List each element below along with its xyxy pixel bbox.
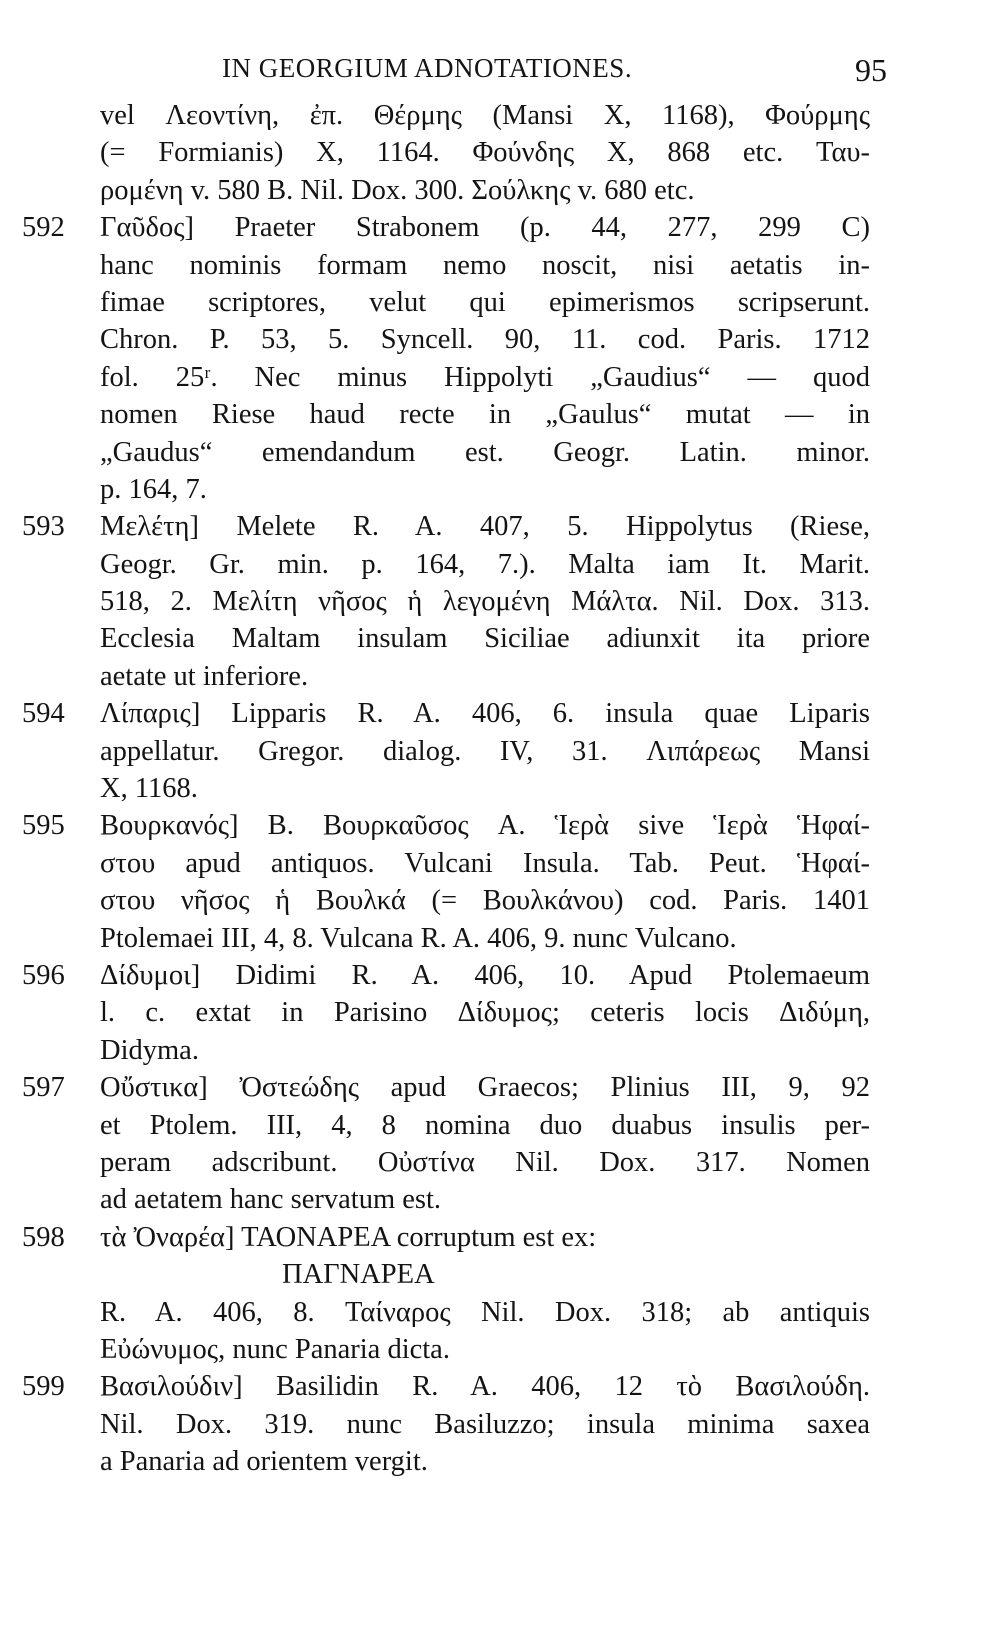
text-line: et Ptolem. III, 4, 8 nomina duo duabus insulis per- [100, 1109, 870, 1141]
annotation-entry-592 [0, 209, 1000, 508]
text-line: Μελέτη] Melete R. A. 407, 5. Hippolytus (Riese, [100, 511, 870, 543]
text-line: Ptolemaei III, 4, 8. Vulcana R. A. 406, 9. nunc Vulcano. [100, 922, 737, 954]
running-title: IN GEORGIUM ADNOTATIONES. [222, 53, 633, 83]
text-line: Γαῦδος] Praeter Strabonem (p. 44, 277, 299 C) [100, 212, 870, 244]
text-line: p. 164, 7. [100, 473, 207, 505]
annotation-entry-593 [0, 508, 1000, 695]
text-line: Βασιλούδιν] Basilidin R. A. 406, 12 τὸ Βασιλούδη. [100, 1371, 870, 1403]
verse-number: 594 [22, 698, 65, 730]
text-line: appellatur. Gregor. dialog. IV, 31. Λιπάρεως Mansi [100, 735, 870, 767]
annotation-entry-595 [0, 807, 1000, 957]
verse-number: 595 [22, 810, 65, 842]
text-line: aetate ut inferiore. [100, 660, 309, 692]
verse-number: 598 [22, 1221, 65, 1253]
annotation-entry-598 [0, 1219, 1000, 1369]
text-line: Geogr. Gr. min. p. 164, 7.). Malta iam It. Marit. [100, 548, 870, 580]
text-line: Οὔστικα] Ὀστεώδης apud Graecos; Plinius III, 9, 92 [100, 1072, 870, 1104]
annotation-entry-596 [0, 957, 1000, 1069]
text-line: Didyma. [100, 1034, 199, 1066]
verse-number: 592 [22, 212, 65, 244]
annotation-entry-594 [0, 695, 1000, 807]
text-line: fol. 25ʳ. Nec minus Hippolyti „Gaudius“ — quod [100, 361, 870, 393]
text-line: Λίπαρις] Lipparis R. A. 406, 6. insula quae Liparis [100, 698, 870, 730]
text-line: „Gaudus“ emendandum est. Geogr. Latin. minor. [100, 436, 870, 468]
text-line: X, 1168. [100, 773, 198, 805]
text-line: Δίδυμοι] Didimi R. A. 406, 10. Apud Ptolemaeum [100, 959, 870, 991]
text-line: Εὐώνυμος, nunc Panaria dicta. [100, 1333, 450, 1365]
text-line: fimae scriptores, velut qui epimerismos scripserunt. [100, 286, 870, 318]
annotation-entry-599 [0, 1368, 1000, 1480]
text-line: στου νῆσος ἡ Βουλκά (= Βουλκάνου) cod. Paris. 1401 [100, 885, 870, 917]
text-line: l. c. extat in Parisino Δίδυμος; ceteris locis Διδύμη, [100, 997, 870, 1029]
text-line: hanc nominis formam nemo noscit, nisi aetatis in- [100, 249, 870, 281]
text-line: ad aetatem hanc servatum est. [100, 1184, 442, 1216]
text-line: τὰ Ὀναρέα] ΤΑΟΝΑΡΕΑ corruptum est ex: [100, 1221, 597, 1253]
text-line: a Panaria ad orientem vergit. [100, 1446, 428, 1478]
verse-number: 596 [22, 959, 65, 991]
verse-number: 593 [22, 511, 65, 543]
text-line: vel Λεοντίνη, ἐπ. Θέρμης (Mansi X, 1168), Φούρμης [100, 100, 870, 131]
annotations-body [0, 97, 1000, 1480]
text-line: στου apud antiquos. Vulcani Insula. Tab. Peut. Ἡφαί- [100, 847, 870, 879]
text-line: Chron. P. 53, 5. Syncell. 90, 11. cod. Paris. 1712 [100, 324, 870, 356]
page-header [0, 50, 1000, 90]
text-line: Βουρκανός] B. Βουρκαῦσος A. Ἱερὰ sive Ἱερὰ Ἡφαί- [100, 810, 870, 842]
text-line: R. A. 406, 8. Ταίναρος Nil. Dox. 318; ab antiquis [100, 1296, 870, 1328]
annotation-entry-continuation [0, 97, 1000, 209]
text-line: nomen Riese haud recte in „Gaulus“ mutat — in [100, 399, 870, 431]
text-line: ρομένη v. 580 B. Nil. Dox. 300. Σούλκης v. 680 etc. [100, 174, 695, 206]
text-line-centered: ΠΑΓΝΑΡΕΑ [282, 1259, 435, 1291]
text-line: Ecclesia Maltam insulam Siciliae adiunxit ita priore [100, 623, 870, 655]
page-number: 95 [855, 52, 887, 88]
text-line: (= Formianis) X, 1164. Φούνδης X, 868 etc. Ταυ- [100, 137, 870, 169]
text-line: 518, 2. Μελίτη νῆσος ἡ λεγομένη Μάλτα. Nil. Dox. 313. [100, 586, 870, 618]
verse-number: 599 [22, 1371, 65, 1403]
text-line: Nil. Dox. 319. nunc Basiluzzo; insula minima saxea [100, 1408, 870, 1440]
text-line: peram adscribunt. Οὐστίνα Nil. Dox. 317. Nomen [100, 1146, 870, 1178]
verse-number: 597 [22, 1072, 65, 1104]
annotation-entry-597 [0, 1069, 1000, 1219]
